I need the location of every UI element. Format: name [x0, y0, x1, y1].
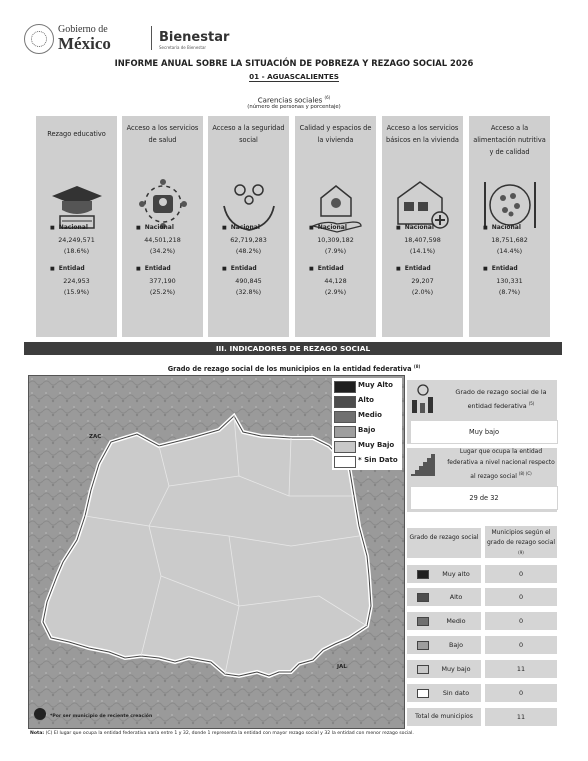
- carencias-note: (6): [324, 95, 331, 100]
- total-value: 11: [485, 708, 557, 726]
- legend-item: [334, 455, 400, 468]
- entidad-percent: (25.2%): [149, 288, 176, 296]
- grado-label: Muy alto: [442, 570, 470, 578]
- entidad-percent: (15.9%): [63, 288, 90, 296]
- card-title: Rezago educativo: [47, 130, 106, 138]
- carencias-title-text: Carencias sociales: [257, 96, 323, 105]
- total-label-cell: [407, 708, 481, 726]
- nacional-percent: (48.2%): [235, 247, 262, 255]
- nacional-label: ■ Nacional: [136, 224, 174, 231]
- municipios-count: 0: [485, 565, 557, 583]
- entidad-value: 130,331: [496, 277, 523, 285]
- state-map: [28, 375, 405, 729]
- section-header: III. INDICADORES DE REZAGO SOCIAL: [24, 342, 562, 355]
- lugar-note: (8) (C): [518, 471, 532, 476]
- grado-cell: [407, 684, 481, 702]
- card-title: Acceso a la seguridad social: [212, 124, 285, 144]
- grado-label: Muy bajo: [441, 665, 471, 673]
- table-header-grado: Grado de rezago social: [407, 528, 481, 558]
- lugar-value: 29 de 32: [410, 486, 558, 510]
- entidad-label: ■ Entidad: [222, 265, 257, 272]
- ranking-steps-icon: [409, 448, 437, 478]
- nacional-value: 18,751,682: [491, 236, 528, 244]
- grado-note: (5): [528, 401, 535, 406]
- carencia-card: [122, 116, 203, 337]
- grado-label: Medio: [446, 617, 466, 625]
- table-row: [407, 660, 557, 678]
- legend-swatch: [334, 456, 356, 468]
- legend-item: [334, 395, 400, 408]
- legend-label: Muy Bajo: [358, 441, 395, 449]
- nacional-label: ■ Nacional: [483, 224, 521, 231]
- card-title: Acceso a la alimentación nutritiva y de calidad: [473, 124, 546, 156]
- nacional-label: ■ Nacional: [50, 224, 88, 231]
- legend-item: [334, 425, 400, 438]
- report-title: INFORME ANUAL SOBRE LA SITUACIÓN DE POBREZA Y REZAGO SOCIAL 2026: [114, 58, 474, 68]
- carencia-card: [382, 116, 463, 337]
- logo-divider: [151, 26, 152, 50]
- map-legend: [332, 378, 402, 470]
- nacional-percent: (7.9%): [324, 247, 347, 255]
- government-logo: [24, 22, 230, 56]
- grado-cell: [407, 588, 481, 606]
- legend-swatch: [334, 411, 356, 423]
- carencias-subtitle: (número de personas y porcentaje): [247, 104, 341, 110]
- lugar-title-text: Lugar que ocupa la entidad federativa a nivel nacional respecto al rezago social: [447, 448, 555, 480]
- grado-swatch: [417, 665, 429, 674]
- grado-swatch: [417, 570, 429, 579]
- nacional-value: 24,249,571: [58, 236, 95, 244]
- legend-label: Muy Alto: [358, 381, 393, 389]
- entidad-value: 490,845: [235, 277, 262, 285]
- entidad-value: 44,128: [324, 277, 347, 285]
- nacional-value: 18,407,598: [404, 236, 441, 244]
- legend-swatch: [334, 396, 356, 408]
- map-title-note: (8): [413, 364, 421, 369]
- nacional-label: ■ Nacional: [396, 224, 434, 231]
- grado-label: Alto: [449, 593, 463, 601]
- carencia-card: [36, 116, 117, 337]
- mexico-seal-icon: [24, 24, 54, 54]
- legend-label: Medio: [358, 411, 382, 419]
- legend-swatch: [334, 426, 356, 438]
- carencias-title: [0, 95, 588, 104]
- carencia-card: [469, 116, 550, 337]
- entidad-percent: (2.0%): [411, 288, 434, 296]
- municipios-count: 0: [485, 636, 557, 654]
- table-row: [407, 588, 557, 606]
- table-header-municipios-text: Municipios según el grado de rezago social: [486, 529, 556, 546]
- bienestar-sub-label: Secretaría de Bienestar: [159, 45, 207, 50]
- legend-label: * Sin Dato: [358, 456, 398, 464]
- grado-swatch: [417, 617, 429, 626]
- page-note: [30, 731, 414, 736]
- table-row: [407, 565, 557, 583]
- legend-item: [334, 440, 400, 453]
- lugar-title: [445, 446, 557, 482]
- north-arrow-icon: [34, 708, 46, 720]
- grado-cell: [407, 612, 481, 630]
- legend-label: Bajo: [358, 426, 376, 434]
- grado-swatch: [417, 641, 429, 650]
- entidad-label: ■ Entidad: [50, 265, 85, 272]
- entidad-value: 377,190: [149, 277, 176, 285]
- map-footnote: *Por ser municipio de reciente creación: [50, 714, 153, 719]
- entidad-percent: (2.9%): [324, 288, 347, 296]
- grado-swatch: [417, 689, 429, 698]
- grado-title: [445, 386, 557, 412]
- nacional-value: 10,309,182: [317, 236, 354, 244]
- entidad-label: ■ Entidad: [309, 265, 344, 272]
- municipios-count: 0: [485, 588, 557, 606]
- map-title: [0, 364, 588, 373]
- table-header-municipios: [485, 526, 557, 558]
- card-title: Acceso a los servicios de salud: [126, 124, 199, 144]
- table-row: [407, 636, 557, 654]
- nacional-percent: (34.2%): [149, 247, 176, 255]
- nacional-label: ■ Nacional: [309, 224, 347, 231]
- carencia-card: [208, 116, 289, 337]
- table-row: [407, 612, 557, 630]
- jal-label: JAL: [337, 664, 347, 670]
- carencia-card: [295, 116, 376, 337]
- bienestar-label: Bienestar: [159, 30, 230, 45]
- grado-label: Bajo: [449, 641, 463, 649]
- map-title-text: Grado de rezago social de los municipios en la entidad federativa: [167, 365, 412, 374]
- nacional-label: ■ Nacional: [222, 224, 260, 231]
- grado-cell: [407, 660, 481, 678]
- entidad-value: 224,953: [63, 277, 90, 285]
- entidad-label: ■ Entidad: [396, 265, 431, 272]
- bar-chart-icon: [409, 384, 437, 414]
- legend-item: [334, 380, 400, 393]
- zac-label: ZAC: [89, 434, 102, 440]
- legend-swatch: [334, 381, 356, 393]
- municipios-count: 11: [485, 660, 557, 678]
- table-row: [407, 684, 557, 702]
- entidad-label: ■ Entidad: [483, 265, 518, 272]
- grado-swatch: [417, 593, 429, 602]
- table-header-note: (9): [518, 550, 524, 555]
- entidad-value: 29,207: [411, 277, 434, 285]
- nacional-percent: (18.6%): [63, 247, 90, 255]
- entidad-percent: (8.7%): [498, 288, 521, 296]
- entity-subtitle: [0, 72, 588, 81]
- entidad-label: ■ Entidad: [136, 265, 171, 272]
- grado-title-text: Grado de rezago social de la entidad federativa: [455, 388, 547, 411]
- legend-label: Alto: [358, 396, 374, 404]
- note-text: (C) El lugar que ocupa la entidad federativa varía entre 1 y 32, donde 1 representa la entidad con mayor rezago social y 32 la entidad con menor rezago social.: [45, 731, 414, 736]
- legend-item: [334, 410, 400, 423]
- municipios-count: 0: [485, 612, 557, 630]
- grado-label: Sin dato: [442, 689, 470, 697]
- grado-cell: [407, 636, 481, 654]
- entidad-percent: (32.8%): [235, 288, 262, 296]
- card-title: Calidad y espacios de la vivienda: [299, 124, 372, 144]
- total-label: Total de municipios: [415, 713, 473, 720]
- municipios-count: 0: [485, 684, 557, 702]
- gobierno-de-label: Gobierno de: [58, 24, 108, 35]
- grado-value: Muy bajo: [410, 420, 558, 444]
- table-total-row: [407, 708, 557, 726]
- grado-cell: [407, 565, 481, 583]
- mexico-label: México: [58, 34, 111, 53]
- nacional-value: 44,501,218: [144, 236, 181, 244]
- nacional-percent: (14.1%): [409, 247, 436, 255]
- legend-swatch: [334, 441, 356, 453]
- entity-name: 01 - AGUASCALIENTES: [249, 72, 339, 81]
- card-title: Acceso a los servicios básicos en la vivienda: [386, 124, 459, 144]
- note-label: Nota:: [30, 731, 45, 736]
- nacional-value: 62,719,283: [230, 236, 267, 244]
- nacional-percent: (14.4%): [496, 247, 523, 255]
